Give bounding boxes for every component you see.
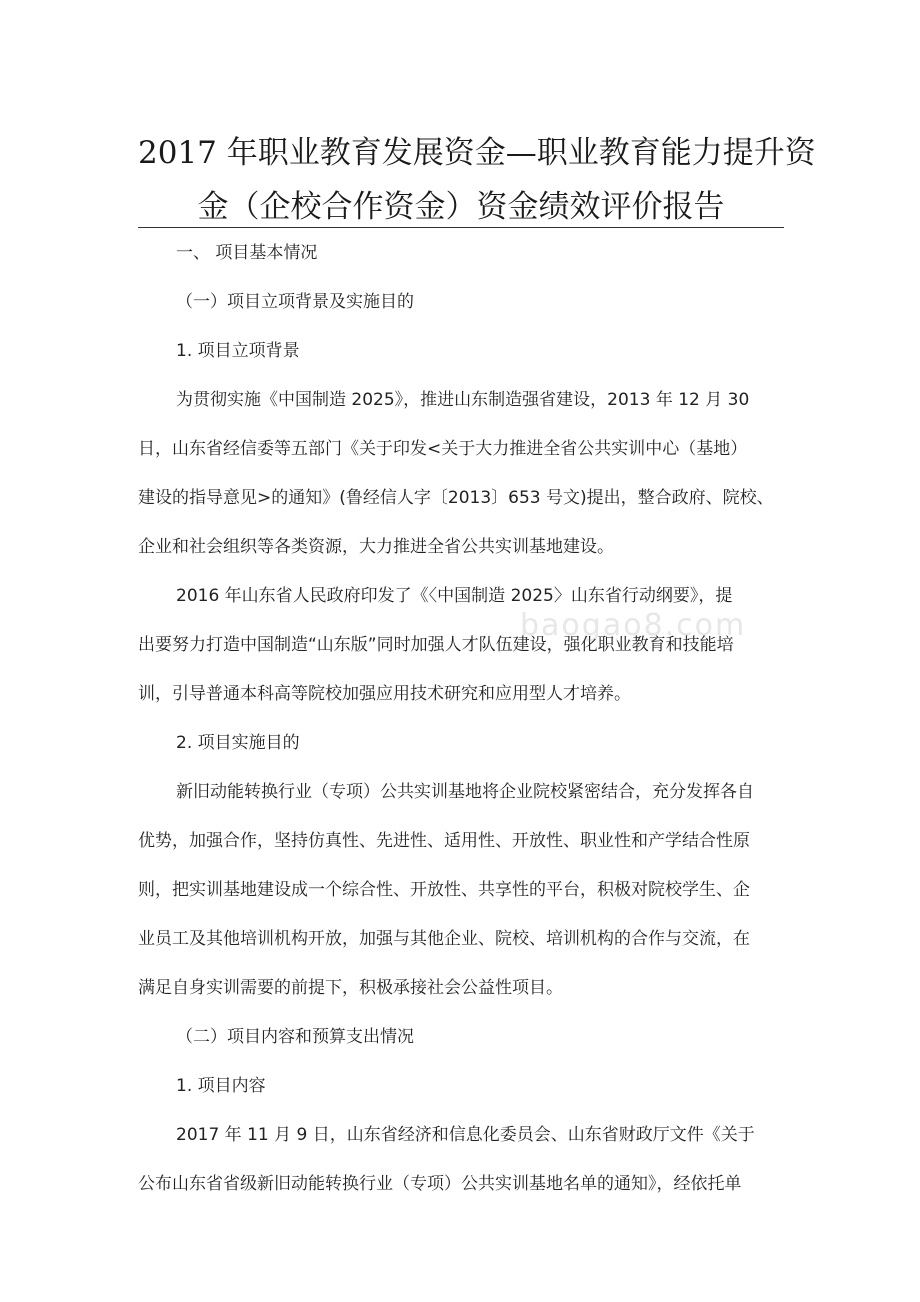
paragraph-line: 2017 年 11 月 9 日，山东省经济和信息化委员会、山东省财政厅文件《关于 bbox=[176, 1125, 755, 1145]
paragraph-line: 新旧动能转换行业（专项）公共实训基地将企业院校紧密结合，充分发挥各自 bbox=[176, 782, 754, 802]
paragraph-line: 建设的指导意见>的通知》(鲁经信人字〔2013〕653 号文)提出，整合政府、院校、 bbox=[138, 488, 774, 508]
paragraph-line: 为贯彻实施《中国制造 2025》，推进山东制造强省建设，2013 年 12 月 30 bbox=[176, 390, 750, 410]
paragraph-line: 优势，加强合作，坚持仿真性、先进性、适用性、开放性、职业性和产学结合性原 bbox=[138, 831, 750, 851]
paragraph-line: 出要努力打造中国制造“山东版”同时加强人才队伍建设，强化职业教育和技能培 bbox=[138, 635, 734, 655]
heading-content-and-budget: （二）项目内容和预算支出情况 bbox=[176, 1027, 414, 1047]
report-title-line-2: 金（企校合作资金）资金绩效评价报告 bbox=[197, 189, 725, 225]
heading-background-and-purpose: （一）项目立项背景及实施目的 bbox=[176, 292, 414, 312]
paragraph-line: 企业和社会组织等各类资源，大力推进全省公共实训基地建设。 bbox=[138, 537, 614, 557]
paragraph-line: 日，山东省经信委等五部门《关于印发<关于大力推进全省公共实训中心（基地） bbox=[138, 439, 748, 459]
heading-project-background: 1. 项目立项背景 bbox=[176, 341, 300, 361]
title-divider bbox=[138, 227, 784, 228]
paragraph-line: 业员工及其他培训机构开放，加强与其他企业、院校、培训机构的合作与交流，在 bbox=[138, 929, 750, 949]
report-title-line-1: 2017 年职业教育发展资金—职业教育能力提升资 bbox=[138, 135, 816, 171]
paragraph-line: 训，引导普通本科高等院校加强应用技术研究和应用型人才培养。 bbox=[138, 684, 631, 704]
watermark: baogao8.com bbox=[520, 608, 747, 643]
heading-project-purpose: 2. 项目实施目的 bbox=[176, 733, 300, 753]
heading-project-basics: 一、 项目基本情况 bbox=[176, 243, 318, 263]
paragraph-line: 2016 年山东省人民政府印发了《〈中国制造 2025〉山东省行动纲要》，提 bbox=[176, 586, 733, 606]
paragraph-line: 公布山东省省级新旧动能转换行业（专项）公共实训基地名单的通知》，经依托单 bbox=[138, 1174, 742, 1194]
paragraph-line: 满足自身实训需要的前提下，积极承接社会公益性项目。 bbox=[138, 978, 563, 998]
heading-project-content: 1. 项目内容 bbox=[176, 1076, 266, 1096]
paragraph-line: 则，把实训基地建设成一个综合性、开放性、共享性的平台，积极对院校学生、企 bbox=[138, 880, 750, 900]
